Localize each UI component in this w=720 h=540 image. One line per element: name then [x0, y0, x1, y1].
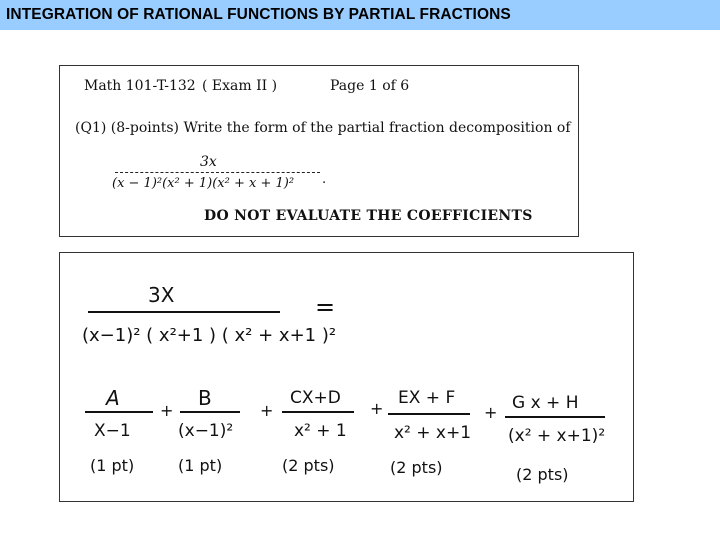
lhs-denominator: (x−1)² ( x²+1 ) ( x² + x+1 )² — [82, 325, 337, 346]
term-5-numerator: G x + H — [512, 393, 579, 413]
term-5-points: (2 pts) — [516, 465, 569, 484]
term-4-numerator: EX + F — [398, 388, 456, 408]
slide-title-bar — [0, 0, 720, 30]
exam-course: Math 101-T-132 — [84, 78, 196, 94]
question-points: (8-points) — [110, 120, 180, 136]
fraction-period: . — [322, 172, 327, 187]
term-1-points: (1 pt) — [90, 456, 135, 475]
exam-question-scan — [59, 65, 579, 237]
exam-instruction: DO NOT EVALUATE THE COEFFICIENTS — [204, 208, 533, 224]
plus-sign-2: + — [260, 401, 274, 420]
term-3-fraction-bar — [282, 411, 354, 413]
term-1-fraction-bar — [85, 411, 153, 413]
lhs-numerator: 3X — [148, 283, 175, 307]
plus-sign-4: + — [484, 403, 498, 422]
plus-sign-3: + — [370, 399, 384, 418]
term-3-numerator: CX+D — [290, 388, 341, 408]
term-4-points: (2 pts) — [390, 458, 443, 477]
term-2-numerator: B — [198, 386, 212, 410]
term-1-denominator: X−1 — [94, 421, 131, 441]
term-5-denominator: (x² + x+1)² — [508, 426, 606, 446]
fraction-bar — [115, 172, 320, 173]
exam-page-number: Page 1 of 6 — [330, 78, 410, 94]
term-5-fraction-bar — [505, 416, 605, 418]
lhs-fraction-bar — [88, 311, 280, 313]
fraction-denominator: (x − 1)²(x² + 1)(x² + x + 1)² — [112, 176, 295, 191]
handwritten-answer-scan — [59, 252, 634, 502]
term-4-denominator: x² + x+1 — [394, 423, 472, 443]
term-1-numerator: A — [106, 386, 120, 410]
question-label: (Q1) — [75, 120, 107, 136]
term-3-denominator: x² + 1 — [294, 421, 347, 441]
term-4-fraction-bar — [388, 413, 470, 415]
question-line — [75, 120, 571, 136]
term-2-points: (1 pt) — [178, 456, 223, 475]
term-2-fraction-bar — [180, 411, 240, 413]
exam-name: ( Exam II ) — [202, 78, 278, 94]
term-3-points: (2 pts) — [282, 456, 335, 475]
slide-title: INTEGRATION OF RATIONAL FUNCTIONS BY PARTIAL FRACTIONS — [6, 6, 511, 23]
equals-sign: = — [315, 293, 336, 321]
plus-sign-1: + — [160, 401, 174, 420]
question-text: Write the form of the partial fraction decomposition of — [183, 120, 571, 136]
fraction-numerator: 3x — [200, 154, 217, 170]
term-2-denominator: (x−1)² — [178, 421, 234, 441]
